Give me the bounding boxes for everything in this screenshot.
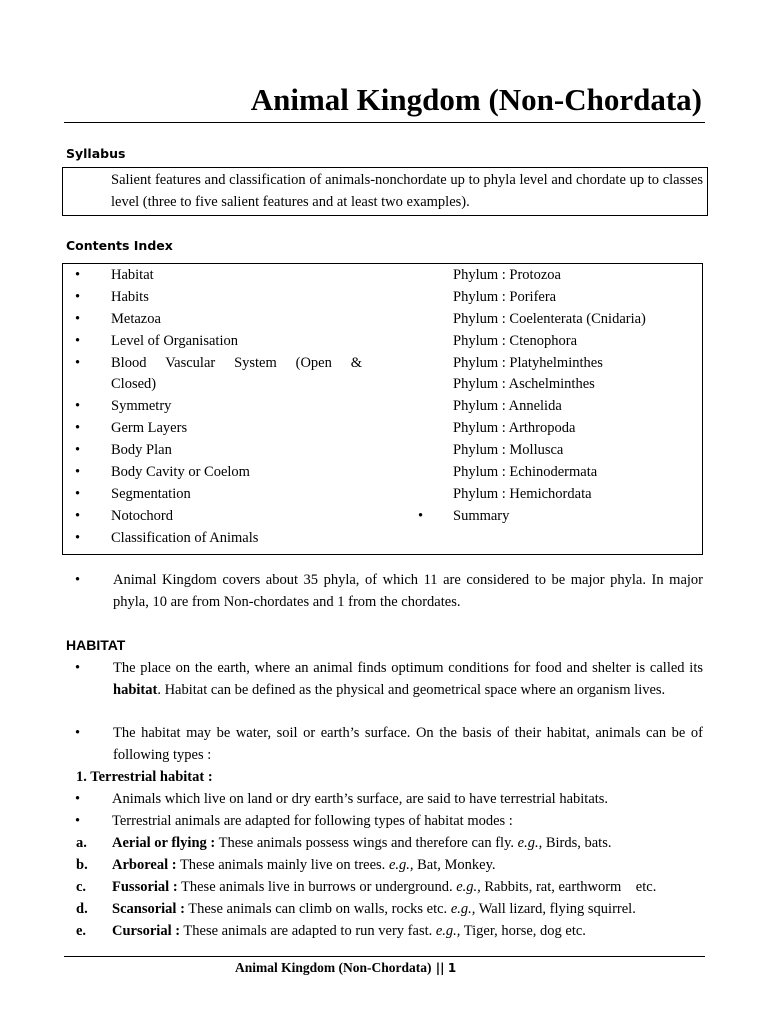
intro-text: Animal Kingdom covers about 35 phyla, of which 11 are considered to be major phyla. In major phyla, 10 are from Non-chordates and 1 from the chordates. <box>113 572 703 610</box>
contents-item-label: Phylum : Annelida <box>453 398 562 415</box>
contents-item-label: Phylum : Porifera <box>453 288 557 305</box>
contents-item-label: Habitat <box>111 267 154 283</box>
word: Vascular <box>165 354 216 371</box>
mode-name: Cursorial : <box>112 923 181 939</box>
contents-item <box>408 462 698 484</box>
contents-item <box>408 287 698 309</box>
contents-item-label: Segmentation <box>111 485 191 502</box>
mode-name: Fussorial : <box>112 879 178 895</box>
mode-label: a. <box>76 835 87 851</box>
contents-item <box>63 418 363 440</box>
word: System <box>234 354 277 371</box>
terrestrial-heading: 1. Terrestrial habitat : <box>76 769 213 785</box>
bullet: • <box>75 529 81 546</box>
title-rule <box>64 122 705 123</box>
bullet: • <box>75 398 81 415</box>
mode-description: These animals possess wings and therefore can fly. <box>215 835 518 851</box>
habitat-paragraph-1-text <box>113 658 703 702</box>
contents-item-label: Level of Organisation <box>111 332 238 349</box>
terrestrial-point-text: Terrestrial animals are adapted for following types of habitat modes : <box>112 813 513 829</box>
mode-label: c. <box>76 879 87 895</box>
bullet: • <box>75 660 81 676</box>
contents-item-label: Metazoa <box>111 310 161 327</box>
mode-label: e. <box>76 923 87 939</box>
eg-marker: e.g., <box>388 857 414 873</box>
eg-marker: e.g., <box>517 835 543 851</box>
bullet: • <box>75 288 81 305</box>
mode-examples: Tiger, horse, dog etc. <box>460 923 586 939</box>
contents-item-label: Closed) <box>111 376 157 393</box>
contents-item <box>408 440 698 462</box>
bullet: • <box>75 464 81 481</box>
page-footer <box>235 960 456 976</box>
mode-name: Arboreal : <box>112 857 177 873</box>
mode-text <box>112 877 656 899</box>
contents-item <box>63 528 363 550</box>
bullet: • <box>75 725 81 741</box>
contents-item-continued <box>63 374 363 396</box>
contents-item <box>63 396 363 418</box>
syllabus-text: Salient features and classification of animals-nonchordate up to phyla level and chordate up to classes level (three to five salient features and at least two examples). <box>111 172 703 210</box>
eg-marker: e.g., <box>435 923 461 939</box>
contents-item <box>408 265 698 287</box>
contents-item <box>408 374 698 396</box>
mode-label: b. <box>76 857 88 873</box>
bullet: • <box>75 442 81 459</box>
habitat-paragraph-2-text: The habitat may be water, soil or earth’s surface. On the basis of their habitat, animals can be of following types : <box>113 725 703 763</box>
contents-item-label: Phylum : Echinodermata <box>453 464 598 481</box>
contents-item-label: Summary <box>453 507 510 524</box>
eg-marker: e.g., <box>450 901 476 917</box>
contents-item-label: Phylum : Hemichordata <box>453 485 592 502</box>
bullet: • <box>75 485 81 502</box>
bullet: • <box>75 420 81 437</box>
contents-item <box>63 287 363 309</box>
mode-name: Aerial or flying : <box>112 835 216 851</box>
bullet: • <box>75 354 81 371</box>
contents-index-box <box>62 263 703 555</box>
text-run: The place on the earth, where an animal finds optimum conditions for food and shelter is called its <box>113 660 703 676</box>
contents-item-label: Notochord <box>111 507 174 524</box>
mode-text <box>112 855 496 877</box>
mode-examples: Bat, Monkey. <box>413 857 496 873</box>
word: & <box>350 354 362 371</box>
syllabus-box <box>62 167 708 216</box>
bullet: • <box>75 572 81 588</box>
contents-item-label: Phylum : Mollusca <box>453 442 564 459</box>
habitat-paragraph-2 <box>65 723 705 767</box>
mode-name: Scansorial : <box>112 901 185 917</box>
eg-marker: e.g., <box>456 879 481 895</box>
bullet: • <box>75 310 81 327</box>
contents-item-label: Symmetry <box>111 398 172 415</box>
bullet: • <box>75 507 81 524</box>
contents-item <box>63 440 363 462</box>
mode-description: These animals can climb on walls, rocks etc. <box>184 901 451 917</box>
contents-item-label: Phylum : Coelenterata (Cnidaria) <box>453 310 646 327</box>
contents-item <box>63 353 363 375</box>
mode-description: These animals mainly live on trees. <box>176 857 389 873</box>
contents-item <box>63 506 363 528</box>
mode-label: d. <box>76 901 88 917</box>
bullet: • <box>75 332 81 349</box>
contents-item-label: Classification of Animals <box>111 529 259 546</box>
contents-right-column <box>408 265 698 528</box>
contents-item-label: Germ Layers <box>111 420 188 437</box>
contents-item <box>408 353 698 375</box>
contents-item-label: Phylum : Arthropoda <box>453 420 576 437</box>
contents-item <box>408 484 698 506</box>
contents-item <box>408 418 698 440</box>
contents-item <box>63 462 363 484</box>
contents-heading: Contents Index <box>66 238 173 253</box>
contents-item <box>408 309 698 331</box>
contents-item-label: Body Plan <box>111 442 172 459</box>
mode-examples: Birds, bats. <box>542 835 612 851</box>
contents-item <box>408 506 698 528</box>
habitat-term: habitat <box>113 681 158 698</box>
bullet: • <box>75 791 81 807</box>
mode-text <box>112 833 611 855</box>
mode-description: These animals live in burrows or underground. <box>177 879 457 895</box>
page-title: Animal Kingdom (Non-Chordata) <box>250 82 702 117</box>
contents-item-label: Phylum : Platyhelminthes <box>453 354 603 371</box>
contents-item <box>63 309 363 331</box>
contents-item <box>408 396 698 418</box>
mode-description: These animals are adapted to run very fast. <box>180 923 436 939</box>
word: Blood <box>111 354 147 371</box>
contents-item-label: Phylum : Aschelminthes <box>453 376 595 393</box>
contents-item-label: Phylum : Ctenophora <box>453 332 578 349</box>
footer-rule <box>64 956 705 957</box>
syllabus-heading: Syllabus <box>66 146 126 161</box>
footer-title: Animal Kingdom (Non-Chordata) <box>235 960 432 975</box>
footer-separator: || <box>431 961 445 975</box>
terrestrial-point-text: Animals which live on land or dry earth’s surface, are said to have terrestrial habitats. <box>112 791 609 807</box>
habitat-heading: HABITAT <box>66 637 126 653</box>
mode-text <box>112 921 586 943</box>
page-number: 1 <box>447 961 457 975</box>
bullet: • <box>418 507 424 524</box>
contents-item <box>63 484 363 506</box>
bullet: • <box>75 813 81 829</box>
contents-item-label: Phylum : Protozoa <box>453 267 561 283</box>
contents-item-label: Body Cavity or Coelom <box>111 464 250 481</box>
contents-item <box>63 265 363 287</box>
word: (Open <box>295 354 332 371</box>
mode-examples: Wall lizard, flying squirrel. <box>475 901 636 917</box>
contents-item <box>408 331 698 353</box>
text-run: . Habitat can be defined as the physical and geometrical space where an organism lives. <box>157 681 666 698</box>
mode-examples: Rabbits, rat, earthworm etc. <box>480 879 657 895</box>
contents-item <box>63 331 363 353</box>
bullet: • <box>75 267 81 283</box>
contents-left-column <box>63 265 363 550</box>
habitat-paragraph-1 <box>65 658 705 724</box>
mode-text <box>112 899 636 921</box>
intro-paragraph <box>65 570 705 614</box>
contents-item-label: Habits <box>111 288 149 305</box>
contents-item-label <box>111 353 362 375</box>
